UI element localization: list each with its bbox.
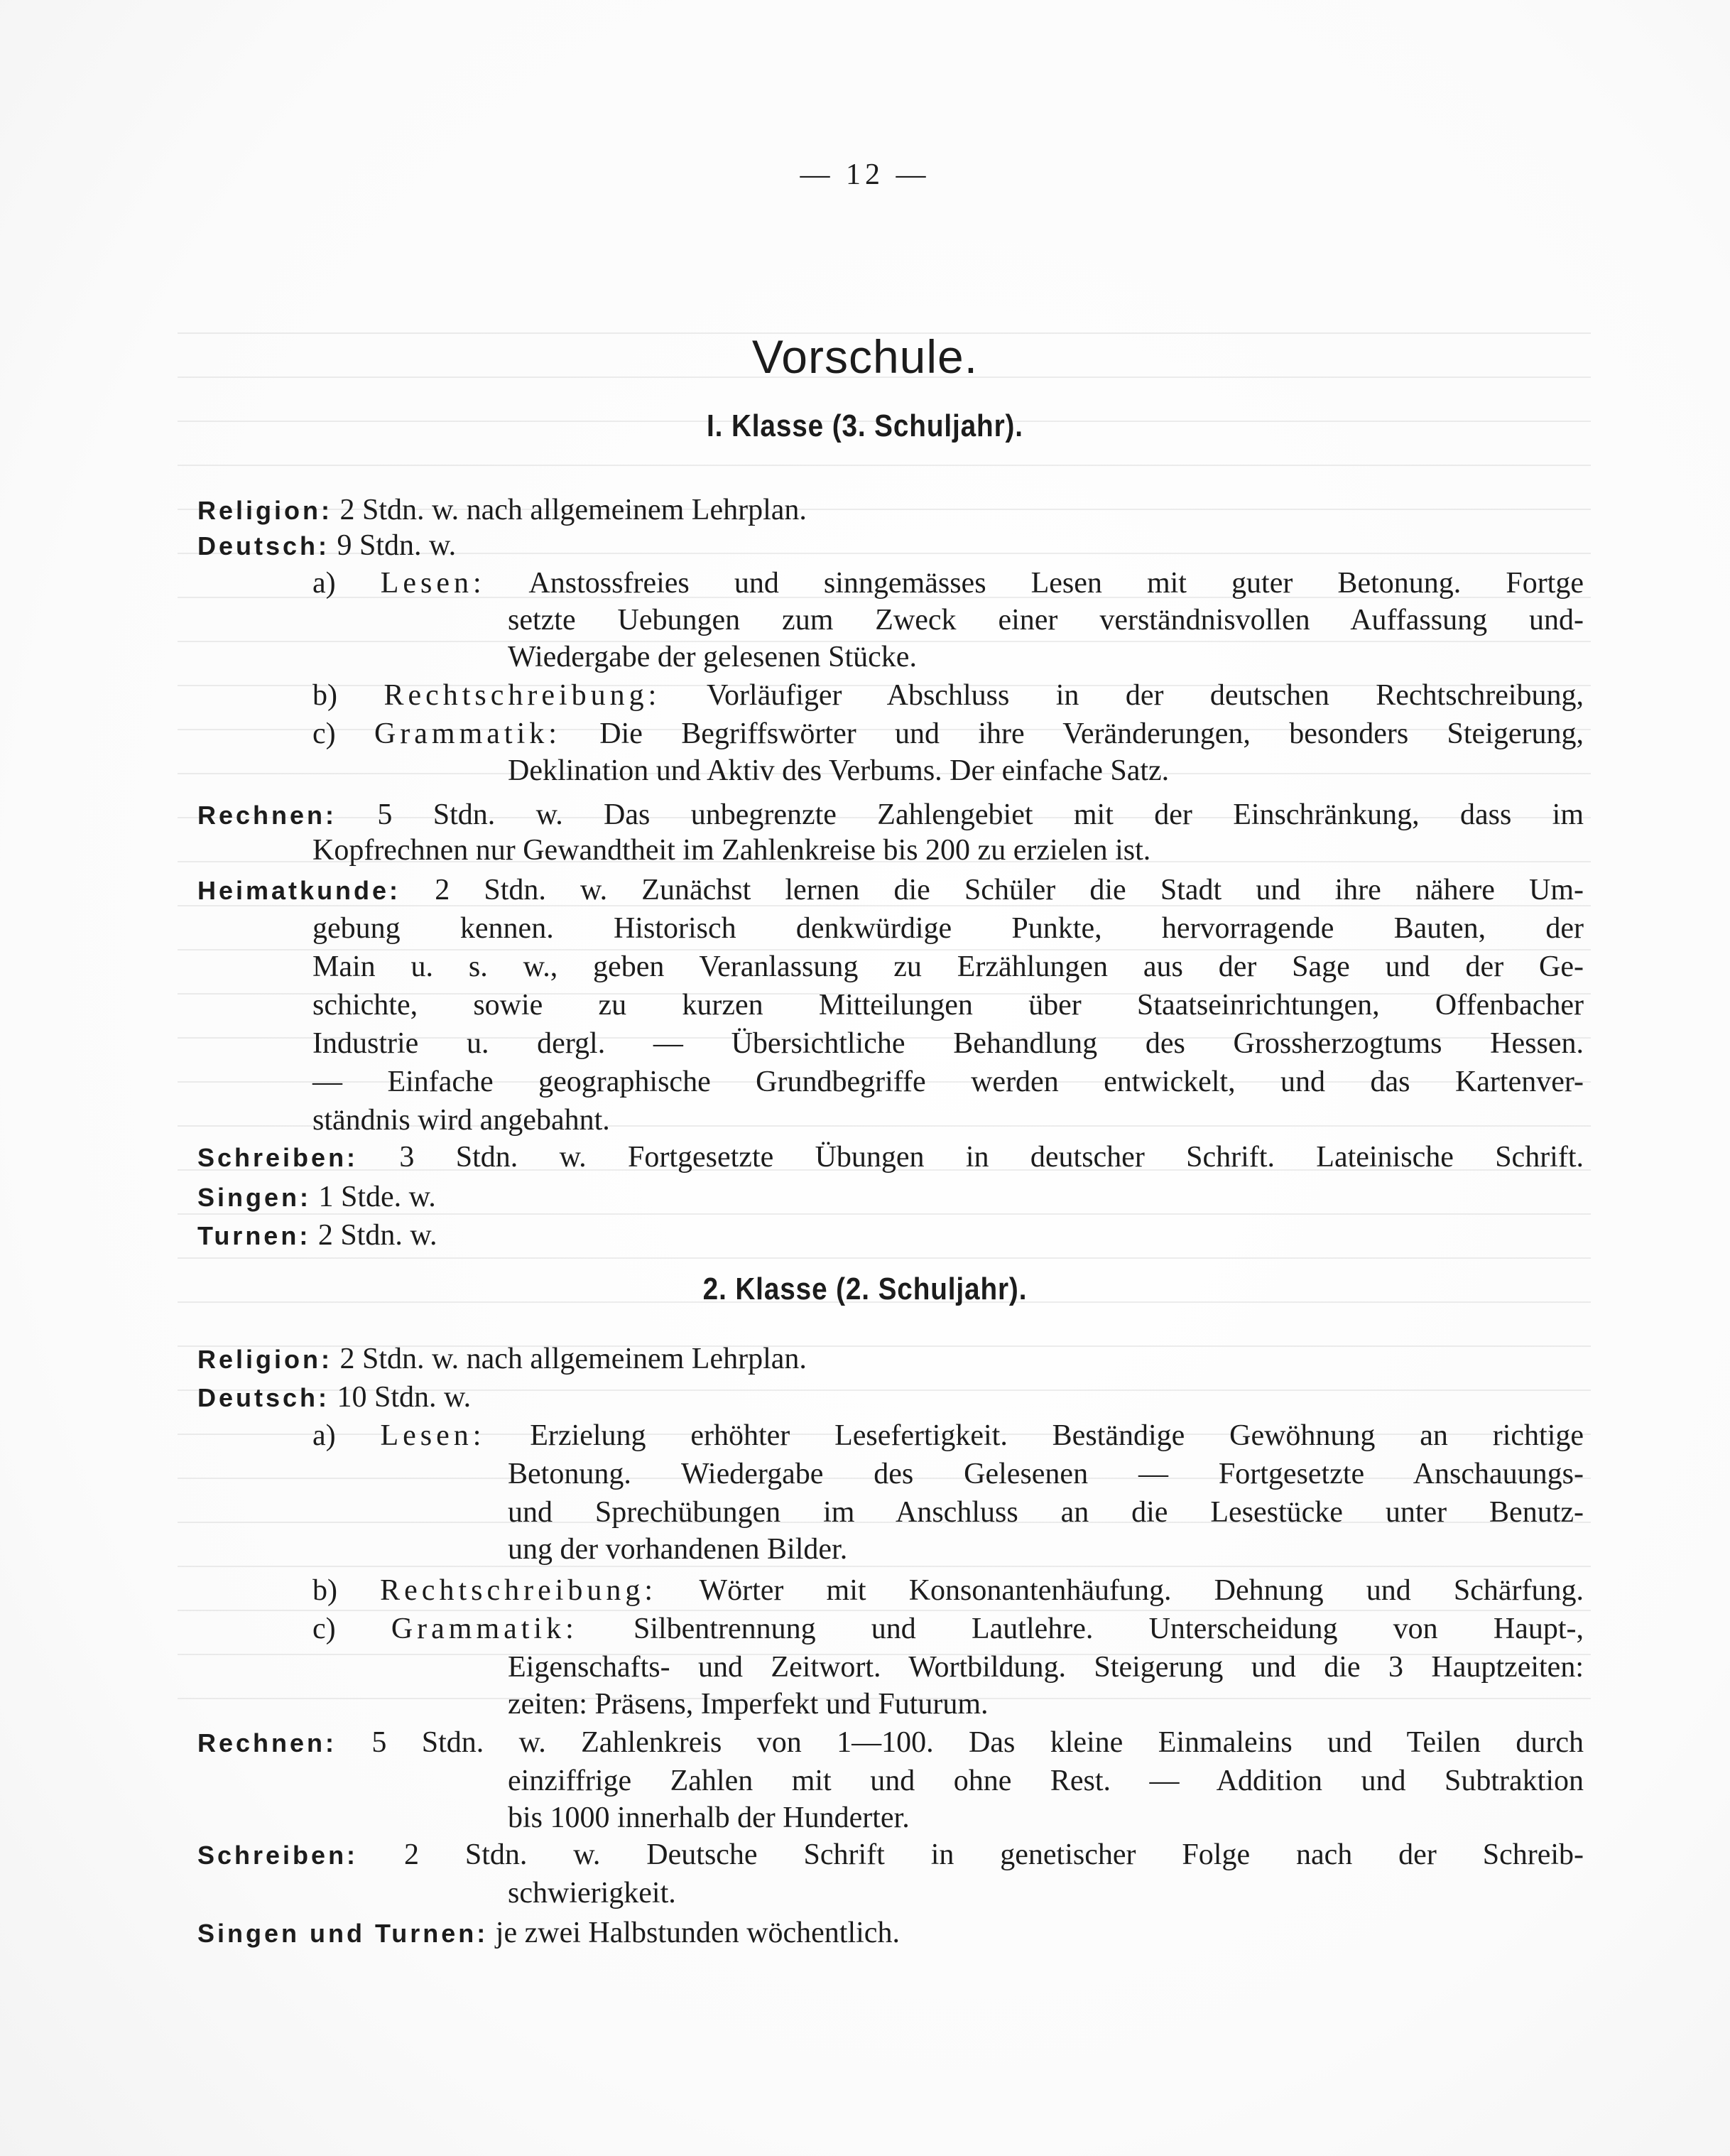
class2-schreiben: Schreiben: 2 Stdn. w. Deutsche Schrift in genetischer Folge nach der Schreib- [197,1838,1584,1871]
class1-heimatkunde-line3: Main u. s. w., geben Veranlassung zu Erzählungen aus der Sage und der Ge- [312,950,1584,983]
class1-heimatkunde: Heimatkunde: 2 Stdn. w. Zunächst lernen die Schüler die Stadt und ihre nähere Um- [197,874,1584,906]
class2-singen-turnen: Singen und Turnen: je zwei Halbstunden wöchentlich. [197,1917,900,1949]
class2-lesen-line3: und Sprechübungen im Anschluss an die Lesestücke unter Benutz- [508,1496,1584,1529]
class1-heimatkunde-line4: schichte, sowie zu kurzen Mitteilungen über Staatseinrichtungen, Offenbacher [312,989,1584,1022]
class1-grammatik: c) Grammatik: Die Begriffswörter und ihre Veränderungen, besonders Steigerung, [312,717,1584,750]
class2-schreiben-line2: schwierigkeit. [508,1877,676,1909]
class1-lesen: a) Lesen: Anstossfreies und sinngemässes Lesen mit guter Betonung. Fortge [312,567,1584,600]
class1-rechnen: Rechnen: 5 Stdn. w. Das unbegrenzte Zahlengebiet mit der Einschränkung, dass im [197,798,1584,831]
class2-rechnen-line3: bis 1000 innerhalb der Hunderter. [508,1802,910,1834]
class1-heimatkunde-line5: Industrie u. dergl. — Übersichtliche Behandlung des Grossherzogtums Hessen. [312,1027,1584,1060]
class2-grammatik-line3: zeiten: Präsens, Imperfekt und Futurum. [508,1688,989,1721]
class1-grammatik-line2: Deklination und Aktiv des Verbums. Der einfache Satz. [508,754,1170,787]
section-title: Vorschule. [751,330,979,383]
class2-lesen-line2: Betonung. Wiedergabe des Gelesenen — Fortgesetzte Anschauungs- [508,1458,1584,1490]
class1-lesen-line2: setzte Uebungen zum Zweck einer verständnisvollen Auffassung und- [508,604,1584,636]
class1-schreiben: Schreiben: 3 Stdn. w. Fortgesetzte Übungen in deutscher Schrift. Lateinische Schrift. [197,1141,1584,1174]
class1-heimatkunde-line7: ständnis wird angebahnt. [312,1104,610,1137]
class2-deutsch: Deutsch: 10 Stdn. w. [197,1381,472,1414]
class-2-heading: 2. Klasse (2. Schuljahr). [702,1272,1028,1306]
class2-grammatik: c) Grammatik: Silbentrennung und Lautlehre. Unterscheidung von Haupt-, [312,1613,1584,1645]
page-number: — 12 — [800,158,930,191]
class1-turnen: Turnen: 2 Stdn. w. [197,1219,437,1252]
class2-lesen: a) Lesen: Erzielung erhöhter Lesefertigkeit. Beständige Gewöhnung an richtige [312,1419,1584,1452]
class1-religion: Religion: 2 Stdn. w. nach allgemeinem Lehrplan. [197,494,807,526]
class1-singen: Singen: 1 Stde. w. [197,1181,436,1213]
class1-lesen-line3: Wiedergabe der gelesenen Stücke. [508,641,917,673]
class2-rechnen-line2: einziffrige Zahlen mit und ohne Rest. — Addition und Subtraktion [508,1765,1584,1797]
class2-rechtschreibung: b) Rechtschreibung: Wörter mit Konsonantenhäufung. Dehnung und Schärfung. [312,1574,1584,1607]
class1-rechtschreibung: b) Rechtschreibung: Vorläufiger Abschluss in der deutschen Rechtschreibung, [312,679,1584,712]
class2-grammatik-line2: Eigenschafts- und Zeitwort. Wortbildung. Steigerung und die 3 Hauptzeiten: [508,1651,1584,1684]
class1-deutsch: Deutsch: 9 Stdn. w. [197,529,457,562]
class1-rechnen-line2: Kopfrechnen nur Gewandtheit im Zahlenkreise bis 200 zu erzielen ist. [312,834,1151,867]
class2-lesen-line4: ung der vorhandenen Bilder. [508,1533,848,1566]
class1-heimatkunde-line6: — Einfache geographische Grundbegriffe werden entwickelt, und das Kartenver- [312,1066,1584,1098]
class-1-heading: I. Klasse (3. Schuljahr). [707,408,1023,443]
class2-religion: Religion: 2 Stdn. w. nach allgemeinem Lehrplan. [197,1343,807,1375]
class1-heimatkunde-line2: gebung kennen. Historisch denkwürdige Punkte, hervorragende Bauten, der [312,912,1584,945]
class2-rechnen: Rechnen: 5 Stdn. w. Zahlenkreis von 1—100. Das kleine Einmaleins und Teilen durch [197,1726,1584,1759]
